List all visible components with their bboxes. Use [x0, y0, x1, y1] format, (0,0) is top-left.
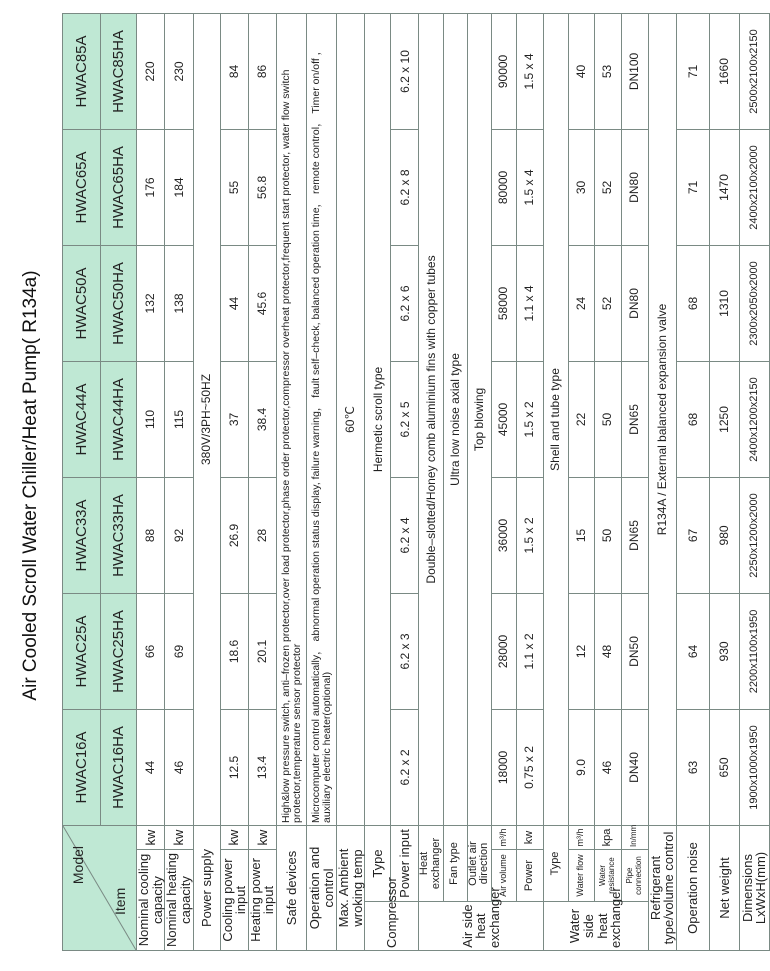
- model-heatpump: HWAC33HA: [101, 477, 137, 593]
- header-row-heatpump: [101, 13, 137, 950]
- table-row: [568, 13, 594, 950]
- group-label: Water side heat exchanger: [543, 902, 648, 951]
- table-row: [365, 13, 391, 950]
- cell-value: 86: [248, 13, 276, 129]
- cell-value: DN80: [621, 129, 648, 245]
- cell-value: DN50: [621, 593, 648, 709]
- model-heatpump: HWAC25HA: [101, 593, 137, 709]
- unit-label: kw: [220, 825, 248, 849]
- model-cooling: HWAC33A: [63, 477, 101, 593]
- cell-value: 18000: [491, 709, 516, 825]
- row-label: Water resistance: [594, 850, 621, 902]
- cell-value: 1900x1000x1950: [739, 709, 769, 825]
- cell-value: 20.1: [248, 593, 276, 709]
- cell-value: 2500x2100x2150: [739, 13, 769, 129]
- model-heatpump: HWAC50HA: [101, 245, 137, 361]
- cell-value: 1310: [709, 245, 739, 361]
- cell-value: 132: [137, 245, 165, 361]
- group-label: Compressor: [365, 902, 419, 951]
- cell-value: DN40: [621, 709, 648, 825]
- table-row: [467, 13, 491, 950]
- cell-value: 38.4: [248, 361, 276, 477]
- cell-value: 0.75 x 2: [516, 709, 543, 825]
- cell-value: 6.2 x 10: [391, 13, 419, 129]
- cell-value: 138: [165, 245, 193, 361]
- model-cooling: HWAC16A: [63, 709, 101, 825]
- header-row-cooling: [63, 13, 101, 950]
- cell-value: 1.5 x 2: [516, 477, 543, 593]
- model-cooling: HWAC65A: [63, 129, 101, 245]
- cell-value: 45000: [491, 361, 516, 477]
- model-heatpump: HWAC65HA: [101, 129, 137, 245]
- cell-value: DN65: [621, 477, 648, 593]
- row-label: Operation noise: [676, 825, 709, 950]
- cell-value: 69: [165, 593, 193, 709]
- unit-label: kw: [516, 825, 543, 849]
- model-heatpump: HWAC85HA: [101, 13, 137, 129]
- cell-value: 1.5 x 2: [516, 361, 543, 477]
- unit-label: m³/h: [491, 825, 516, 849]
- cell-value: 6.2 x 5: [391, 361, 419, 477]
- cell-value: 40: [568, 13, 594, 129]
- cell-value: 46: [165, 709, 193, 825]
- cell-value: 230: [165, 13, 193, 129]
- cell-value: 67: [676, 477, 709, 593]
- cell-value: 66: [137, 593, 165, 709]
- cell-value: 12: [568, 593, 594, 709]
- cell-value: 2250x1200x2000: [739, 477, 769, 593]
- row-label: Refrigerant type/volume control: [648, 825, 676, 950]
- cell-value: 2200x1100x1950: [739, 593, 769, 709]
- cell-value: 1660: [709, 13, 739, 129]
- row-label: Fan type: [443, 825, 467, 901]
- table-row: [676, 13, 709, 950]
- row-label: Nominal cooling capacity: [137, 850, 165, 951]
- row-label: Water flow: [568, 850, 594, 902]
- table-row: [193, 13, 220, 950]
- cell-value: 71: [676, 129, 709, 245]
- table-row: [391, 13, 419, 950]
- row-label: Cooling power input: [220, 850, 248, 951]
- model-cooling: HWAC85A: [63, 13, 101, 129]
- table-row: [220, 13, 248, 950]
- cell-value: 68: [676, 361, 709, 477]
- cell-value: 64: [676, 593, 709, 709]
- model-cooling: HWAC50A: [63, 245, 101, 361]
- cell-value: 24: [568, 245, 594, 361]
- row-label: Outlet air direction: [467, 825, 491, 901]
- cell-value: 50: [594, 361, 621, 477]
- unit-label: kw: [248, 825, 276, 849]
- span-value: High&low pressure switch, anti–frozen protector,over load protector,phase order protector,compressor overheat protector,frequent start protector, water flow switch protector,temperature sensor protector: [277, 13, 307, 825]
- cell-value: 176: [137, 129, 165, 245]
- table-row: [137, 13, 165, 950]
- cell-value: 22: [568, 361, 594, 477]
- unit-label: kw: [137, 825, 165, 849]
- spec-table: [62, 13, 770, 951]
- row-label: Heat exchanger: [419, 825, 443, 901]
- cell-value: 50: [594, 477, 621, 593]
- row-label: Operation and control: [307, 825, 337, 950]
- span-value: R134A / External balanced expansion valve: [648, 13, 676, 825]
- item-label: Item: [112, 887, 129, 915]
- cell-value: 6.2 x 6: [391, 245, 419, 361]
- cell-value: 53: [594, 13, 621, 129]
- row-label: Net weight: [709, 825, 739, 950]
- span-value: Microcomputer control automatically， abnormal operation status display, failure warning， fault self–check, balanced operation time， remote control， Timer on/off ， auxiliary electric heater(optional): [307, 13, 337, 825]
- cell-value: 37: [220, 361, 248, 477]
- page-title: Air Cooled Scroll Water Chiller/Heat Pump( R134a): [20, 270, 41, 701]
- model-label: Model: [70, 845, 86, 885]
- table-row: [648, 13, 676, 950]
- table-row: [516, 13, 543, 950]
- cell-value: 80000: [491, 129, 516, 245]
- cell-value: 1470: [709, 129, 739, 245]
- row-label: Heating power input: [248, 850, 276, 951]
- cell-value: 92: [165, 477, 193, 593]
- cell-value: 1.5 x 4: [516, 129, 543, 245]
- cell-value: 36000: [491, 477, 516, 593]
- cell-value: 13.4: [248, 709, 276, 825]
- cell-value: 110: [137, 361, 165, 477]
- model-cooling: HWAC25A: [63, 593, 101, 709]
- cell-value: 220: [137, 13, 165, 129]
- table-row: [419, 13, 443, 950]
- row-label: Max. Ambient wroking temp: [337, 825, 365, 950]
- row-label: Air volume: [491, 850, 516, 902]
- cell-value: 45.6: [248, 245, 276, 361]
- cell-value: 650: [709, 709, 739, 825]
- item-model-header: [63, 825, 137, 950]
- cell-value: 18.6: [220, 593, 248, 709]
- table-row: [248, 13, 276, 950]
- cell-value: 44: [220, 245, 248, 361]
- span-value: Double–slotted/Honey comb aluminium fins with copper tubes: [419, 13, 443, 825]
- row-label: Type: [365, 825, 391, 901]
- span-value: 380V/3PH~50HZ: [193, 13, 220, 825]
- cell-value: 1.5 x 4: [516, 13, 543, 129]
- row-label: Power: [516, 850, 543, 902]
- table-row: [491, 13, 516, 950]
- row-label: Power supply: [193, 825, 220, 950]
- cell-value: 52: [594, 129, 621, 245]
- row-label: Pipe connection: [621, 850, 648, 902]
- cell-value: 2400x2100x2000: [739, 129, 769, 245]
- group-label: Air side heat exchanger: [419, 902, 543, 951]
- span-value: Hermetic scroll type: [365, 13, 391, 825]
- cell-value: 63: [676, 709, 709, 825]
- unit-label: m³/h: [568, 825, 594, 849]
- unit-label: In/mm: [621, 825, 648, 849]
- cell-value: 56.8: [248, 129, 276, 245]
- model-heatpump: HWAC44HA: [101, 361, 137, 477]
- cell-value: DN65: [621, 361, 648, 477]
- span-value: Top blowing: [467, 13, 491, 825]
- cell-value: 44: [137, 709, 165, 825]
- table-row: [307, 13, 337, 950]
- cell-value: 52: [594, 245, 621, 361]
- row-label: Safe devices: [277, 825, 307, 950]
- cell-value: 46: [594, 709, 621, 825]
- table-row: [277, 13, 307, 950]
- cell-value: 1250: [709, 361, 739, 477]
- table-row: [709, 13, 739, 950]
- table-row: [594, 13, 621, 950]
- cell-value: 48: [594, 593, 621, 709]
- row-label: Power input: [391, 825, 419, 901]
- cell-value: 6.2 x 4: [391, 477, 419, 593]
- cell-value: 1.1 x 2: [516, 593, 543, 709]
- cell-value: 1.1 x 4: [516, 245, 543, 361]
- cell-value: 28: [248, 477, 276, 593]
- cell-value: 980: [709, 477, 739, 593]
- table-row: [739, 13, 769, 950]
- cell-value: 2300x2050x2000: [739, 245, 769, 361]
- table-row: [165, 13, 193, 950]
- cell-value: 55: [220, 129, 248, 245]
- cell-value: 88: [137, 477, 165, 593]
- row-label: Type: [543, 825, 568, 901]
- table-row: [443, 13, 467, 950]
- span-value: Shell and tube type: [543, 13, 568, 825]
- cell-value: 6.2 x 2: [391, 709, 419, 825]
- cell-value: 12.5: [220, 709, 248, 825]
- unit-label: kpa: [594, 825, 621, 849]
- table-row: [543, 13, 568, 950]
- cell-value: DN80: [621, 245, 648, 361]
- table-row: [621, 13, 648, 950]
- cell-value: 30: [568, 129, 594, 245]
- cell-value: DN100: [621, 13, 648, 129]
- row-label: Nominal heating capacity: [165, 850, 193, 951]
- cell-value: 90000: [491, 13, 516, 129]
- cell-value: 2400x1200x2150: [739, 361, 769, 477]
- cell-value: 6.2 x 3: [391, 593, 419, 709]
- model-cooling: HWAC44A: [63, 361, 101, 477]
- model-heatpump: HWAC16HA: [101, 709, 137, 825]
- span-value: 60℃: [337, 13, 365, 825]
- unit-label: kw: [165, 825, 193, 849]
- cell-value: 184: [165, 129, 193, 245]
- cell-value: 71: [676, 13, 709, 129]
- table-row: [337, 13, 365, 950]
- cell-value: 84: [220, 13, 248, 129]
- cell-value: 28000: [491, 593, 516, 709]
- span-value: Ultra low noise axial type: [443, 13, 467, 825]
- cell-value: 9.0: [568, 709, 594, 825]
- cell-value: 68: [676, 245, 709, 361]
- cell-value: 115: [165, 361, 193, 477]
- cell-value: 58000: [491, 245, 516, 361]
- cell-value: 930: [709, 593, 739, 709]
- cell-value: 6.2 x 8: [391, 129, 419, 245]
- cell-value: 15: [568, 477, 594, 593]
- cell-value: 26.9: [220, 477, 248, 593]
- row-label: Dimensions LxWxH(mm): [739, 825, 769, 950]
